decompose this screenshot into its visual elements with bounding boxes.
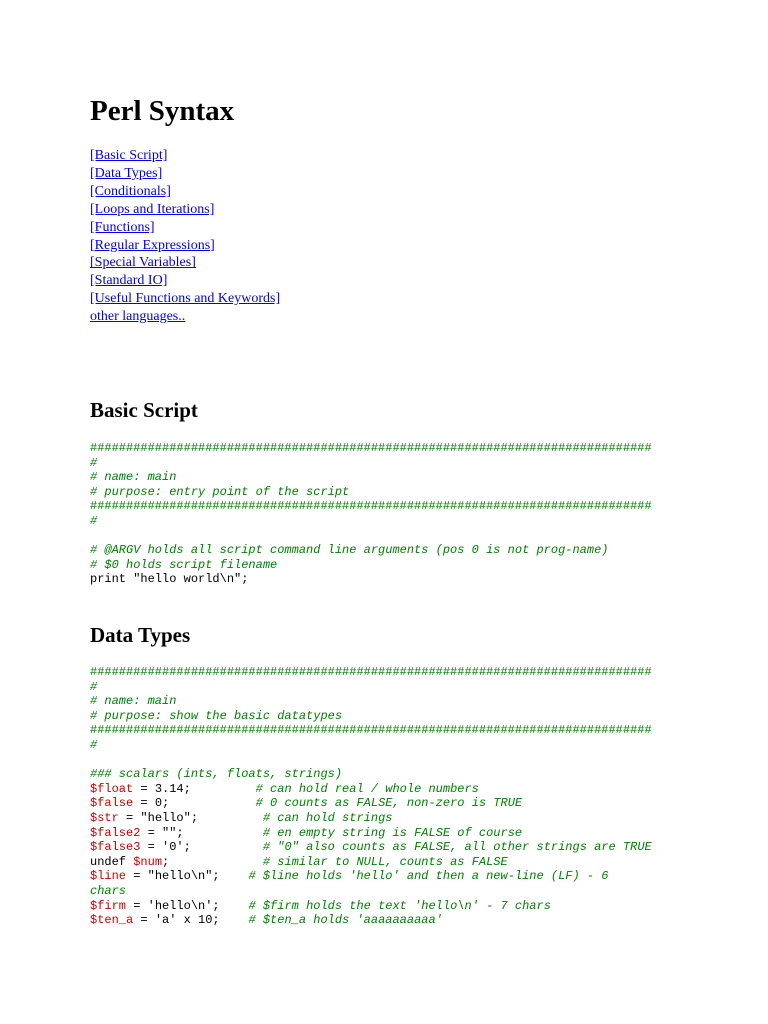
code-pad (220, 869, 249, 883)
code-pad (191, 840, 263, 854)
code-comment: # similar to NULL, counts as FALSE (262, 854, 508, 869)
code-block-basic-script (90, 441, 652, 587)
toc-link-other-languages[interactable]: other languages.. (90, 309, 186, 325)
code-var: $line (90, 869, 127, 884)
code-line: ############################################################################## (90, 723, 652, 738)
code-line: ############################################################################## (90, 665, 652, 679)
toc-link-data-types[interactable]: [Data Types] (90, 165, 163, 181)
code-comment: # $line holds 'hello' and then a new-line (LF) - 6 (248, 869, 609, 884)
code-var: $str (90, 810, 119, 825)
code-keyword: undef (90, 854, 134, 869)
code-line: # name: main (90, 694, 177, 709)
code-line: # (90, 679, 98, 694)
code-comment: # can hold real / whole numbers (255, 781, 479, 796)
toc-link-basic-script[interactable]: [Basic Script] (90, 148, 168, 163)
code-comment: # "0" also counts as FALSE, all other strings are TRUE (262, 840, 652, 855)
print-keyword: print (90, 572, 134, 587)
toc-link-standard-io[interactable]: [Standard IO] (90, 273, 168, 289)
code-var: $float (90, 781, 134, 796)
code-comment: # en empty string is FALSE of course (262, 825, 523, 840)
toc-link-functions[interactable]: [Functions] (90, 219, 155, 235)
code-var: $firm (90, 898, 127, 913)
code-line: # purpose: entry point of the script (90, 484, 350, 499)
code-pad (198, 811, 263, 825)
code-pad (169, 796, 255, 810)
page-title: Perl Syntax (90, 95, 235, 127)
code-assign: = 0; (133, 796, 170, 811)
code-var: $false2 (90, 825, 141, 840)
code-line: # name: main (90, 470, 177, 485)
section-heading-basic-script: Basic Script (90, 398, 198, 422)
toc-link-loops[interactable]: [Loops and Iterations] (90, 201, 215, 217)
code-line: # $0 holds script filename (90, 557, 278, 572)
code-var: $false3 (90, 840, 141, 855)
code-line: ### scalars (ints, floats, strings) (90, 767, 343, 782)
toc-link-special-variables[interactable]: [Special Variables] (90, 255, 196, 271)
print-string: "hello world\n"; (133, 572, 249, 587)
code-line: # (90, 455, 98, 470)
code-comment: # can hold strings (262, 810, 393, 825)
code-line: ############################################################################## (90, 441, 652, 455)
code-line: ############################################################################## (90, 499, 652, 514)
toc-link-useful-functions[interactable]: [Useful Functions and Keywords] (90, 291, 281, 307)
code-pad (191, 782, 256, 796)
code-assign: = "hello\n"; (126, 869, 220, 884)
code-comment: # $firm holds the text 'hello\n' - 7 chars (248, 898, 551, 913)
code-assign: = 3.14; (133, 781, 191, 796)
code-pad (169, 855, 263, 869)
code-pad (220, 913, 249, 927)
toc-link-conditionals[interactable]: [Conditionals] (90, 183, 171, 199)
code-assign: = ""; (140, 825, 184, 840)
code-assign: = 'a' x 10; (133, 913, 220, 928)
code-line: # (90, 513, 98, 528)
code-line: # (90, 737, 98, 752)
code-assign: = 'hello\n'; (126, 898, 220, 913)
code-pad (220, 899, 249, 913)
code-comment: # $ten_a holds 'aaaaaaaaaa' (248, 913, 443, 928)
code-var: $ten_a (90, 913, 134, 928)
code-line: # purpose: show the basic datatypes (90, 708, 343, 723)
code-var: $false (90, 796, 134, 811)
code-var: $num (133, 854, 163, 869)
code-assign: ; (162, 854, 170, 869)
toc-link-regex[interactable]: [Regular Expressions] (90, 237, 215, 253)
code-line: # @ARGV holds all script command line arguments (pos 0 is not prog-name) (90, 543, 609, 558)
code-comment: # 0 counts as FALSE, non-zero is TRUE (255, 796, 523, 811)
section-heading-data-types: Data Types (90, 623, 191, 647)
code-block-data-types (90, 665, 652, 928)
code-pad (184, 826, 263, 840)
code-assign: = '0'; (140, 840, 191, 855)
code-comment-continuation: chars (90, 883, 127, 898)
table-of-contents (90, 147, 280, 326)
code-assign: = "hello"; (118, 810, 199, 825)
